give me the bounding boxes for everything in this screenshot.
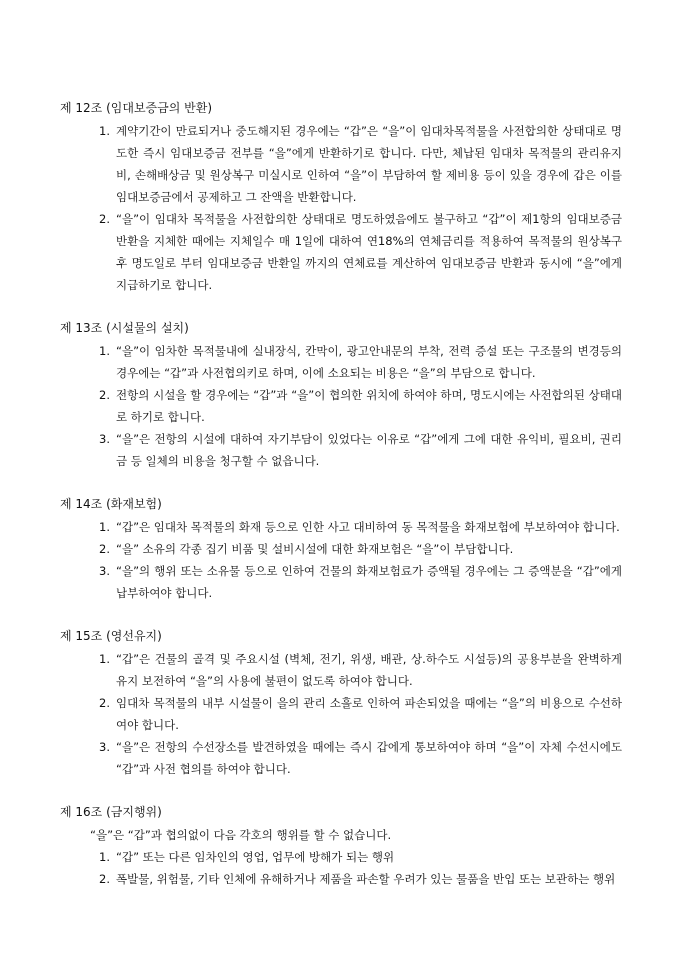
clause-number: 1.	[99, 520, 110, 534]
clause-text: “을” 소유의 각종 집기 비품 및 설비시설에 대한 화재보험은 “을”이 부담합니다.	[116, 542, 514, 556]
clause-text: “을”이 임대차 목적물을 사전합의한 상태대로 명도하였음에도 불구하고 “갑”이 제1항의 임대보증금 반환을 지체한 때에는 지체일수 매 1일에 대하여 연18%의 연체금리를 적용하여 목적물의 원상복구후 명도일로 부터 임대보증금 반환일 까지의 연체료를 계산하여 임대보증금 반환과 동시에 “을”에게 지급하기로 합니다.	[116, 212, 622, 292]
clause-item	[60, 428, 622, 472]
clause-item	[60, 120, 622, 208]
clause-list	[60, 120, 622, 296]
clause-list	[60, 516, 622, 604]
clause-item	[60, 340, 622, 384]
clause-item	[60, 692, 622, 736]
clause-item	[60, 538, 622, 560]
clause-number: 2.	[99, 212, 110, 226]
article-section	[60, 492, 622, 604]
article-section	[60, 624, 622, 780]
clause-item	[60, 648, 622, 692]
article-title: 제 16조 (금지행위)	[60, 805, 162, 819]
clause-text: 임대차 목적물의 내부 시설물이 을의 관리 소흘로 인하여 파손되었을 때에는 “을”의 비용으로 수선하여야 합니다.	[116, 696, 622, 732]
clause-number: 3.	[99, 564, 110, 578]
clause-list	[60, 648, 622, 780]
clause-number: 1.	[99, 124, 110, 138]
clause-text: “을”이 임차한 목적물내에 실내장식, 칸막이, 광고안내문의 부착, 전력 증설 또는 구조물의 변경등의 경우에는 “갑”과 사전협의키로 하며, 이에 소요되는 비용은 “을”의 부담으로 합니다.	[116, 344, 622, 380]
clause-number: 2.	[99, 696, 110, 710]
clause-item	[60, 516, 622, 538]
article-section	[60, 96, 622, 296]
article-section	[60, 316, 622, 472]
article-title: 제 15조 (영선유지)	[60, 629, 162, 643]
clause-item	[60, 208, 622, 296]
clause-number: 1.	[99, 652, 110, 666]
clause-item	[60, 846, 622, 868]
article-intro: “을”은 “갑”과 협의없이 다음 각호의 행위를 할 수 없습니다.	[90, 828, 392, 842]
clause-text: “을”은 전항의 수선장소를 발견하였을 때에는 즉시 갑에게 통보하여야 하며 “을”이 자체 수선시에도 “갑”과 사전 협의를 하여야 합니다.	[116, 740, 622, 776]
clause-list	[60, 846, 622, 890]
clause-text: 폭발물, 위험물, 기타 인체에 유해하거나 제품을 파손할 우려가 있는 물품을 반입 또는 보관하는 행위	[116, 872, 616, 886]
article-section	[60, 800, 622, 890]
clause-item	[60, 736, 622, 780]
clause-number: 2.	[99, 388, 110, 402]
clause-text: “갑” 또는 다른 임차인의 영업, 업무에 방해가 되는 행위	[116, 850, 395, 864]
article-title: 제 12조 (임대보증금의 반환)	[60, 101, 212, 115]
clause-text: “을”의 행위 또는 소유물 등으로 인하여 건물의 화재보험료가 증액될 경우에는 그 증액분을 “갑”에게 납부하여야 합니다.	[116, 564, 622, 600]
clause-item	[60, 868, 622, 890]
clause-number: 3.	[99, 432, 110, 446]
clause-item	[60, 384, 622, 428]
clause-item	[60, 560, 622, 604]
clause-text: 전항의 시설을 할 경우에는 “갑”과 “을”이 협의한 위치에 하여야 하며, 명도시에는 사전합의된 상태대로 하기로 합니다.	[116, 388, 622, 424]
clause-number: 1.	[99, 344, 110, 358]
clause-text: “갑”은 임대차 목적물의 화재 등으로 인한 사고 대비하여 동 목적물을 화재보험에 부보하여야 합니다.	[116, 520, 620, 534]
clause-number: 1.	[99, 850, 110, 864]
clause-text: “을”은 전항의 시설에 대하여 자기부담이 있었다는 이유로 “갑”에게 그에 대한 유익비, 필요비, 권리금 등 일체의 비용을 청구할 수 없읍니다.	[116, 432, 622, 468]
clause-number: 2.	[99, 872, 110, 886]
clause-number: 2.	[99, 542, 110, 556]
article-title: 제 13조 (시설물의 설치)	[60, 321, 189, 335]
clause-number: 3.	[99, 740, 110, 754]
clause-list	[60, 340, 622, 472]
clause-text: “갑”은 건물의 골격 및 주요시설 (벽체, 전기, 위생, 배관, 상.하수도 시설등)의 공용부분을 완벽하게 유지 보전하여 “을”의 사용에 불편이 없도록 하여야 합니다.	[116, 652, 622, 688]
clause-text: 계약기간이 만료되거나 중도해지된 경우에는 “갑”은 “을”이 임대차목적물을 사전합의한 상태대로 명도한 즉시 임대보증금 전부를 “을”에게 반환하기로 합니다. 다만, 체납된 임대차 목적물의 관리유지비, 손해배상금 및 원상복구 미실시로 인하여 “을”이 부담하여 할 제비용 등이 있을 경우에 갑은 이를 임대보증금에서 공제하고 그 잔액을 반환합니다.	[116, 124, 622, 204]
article-title: 제 14조 (화재보험)	[60, 497, 162, 511]
